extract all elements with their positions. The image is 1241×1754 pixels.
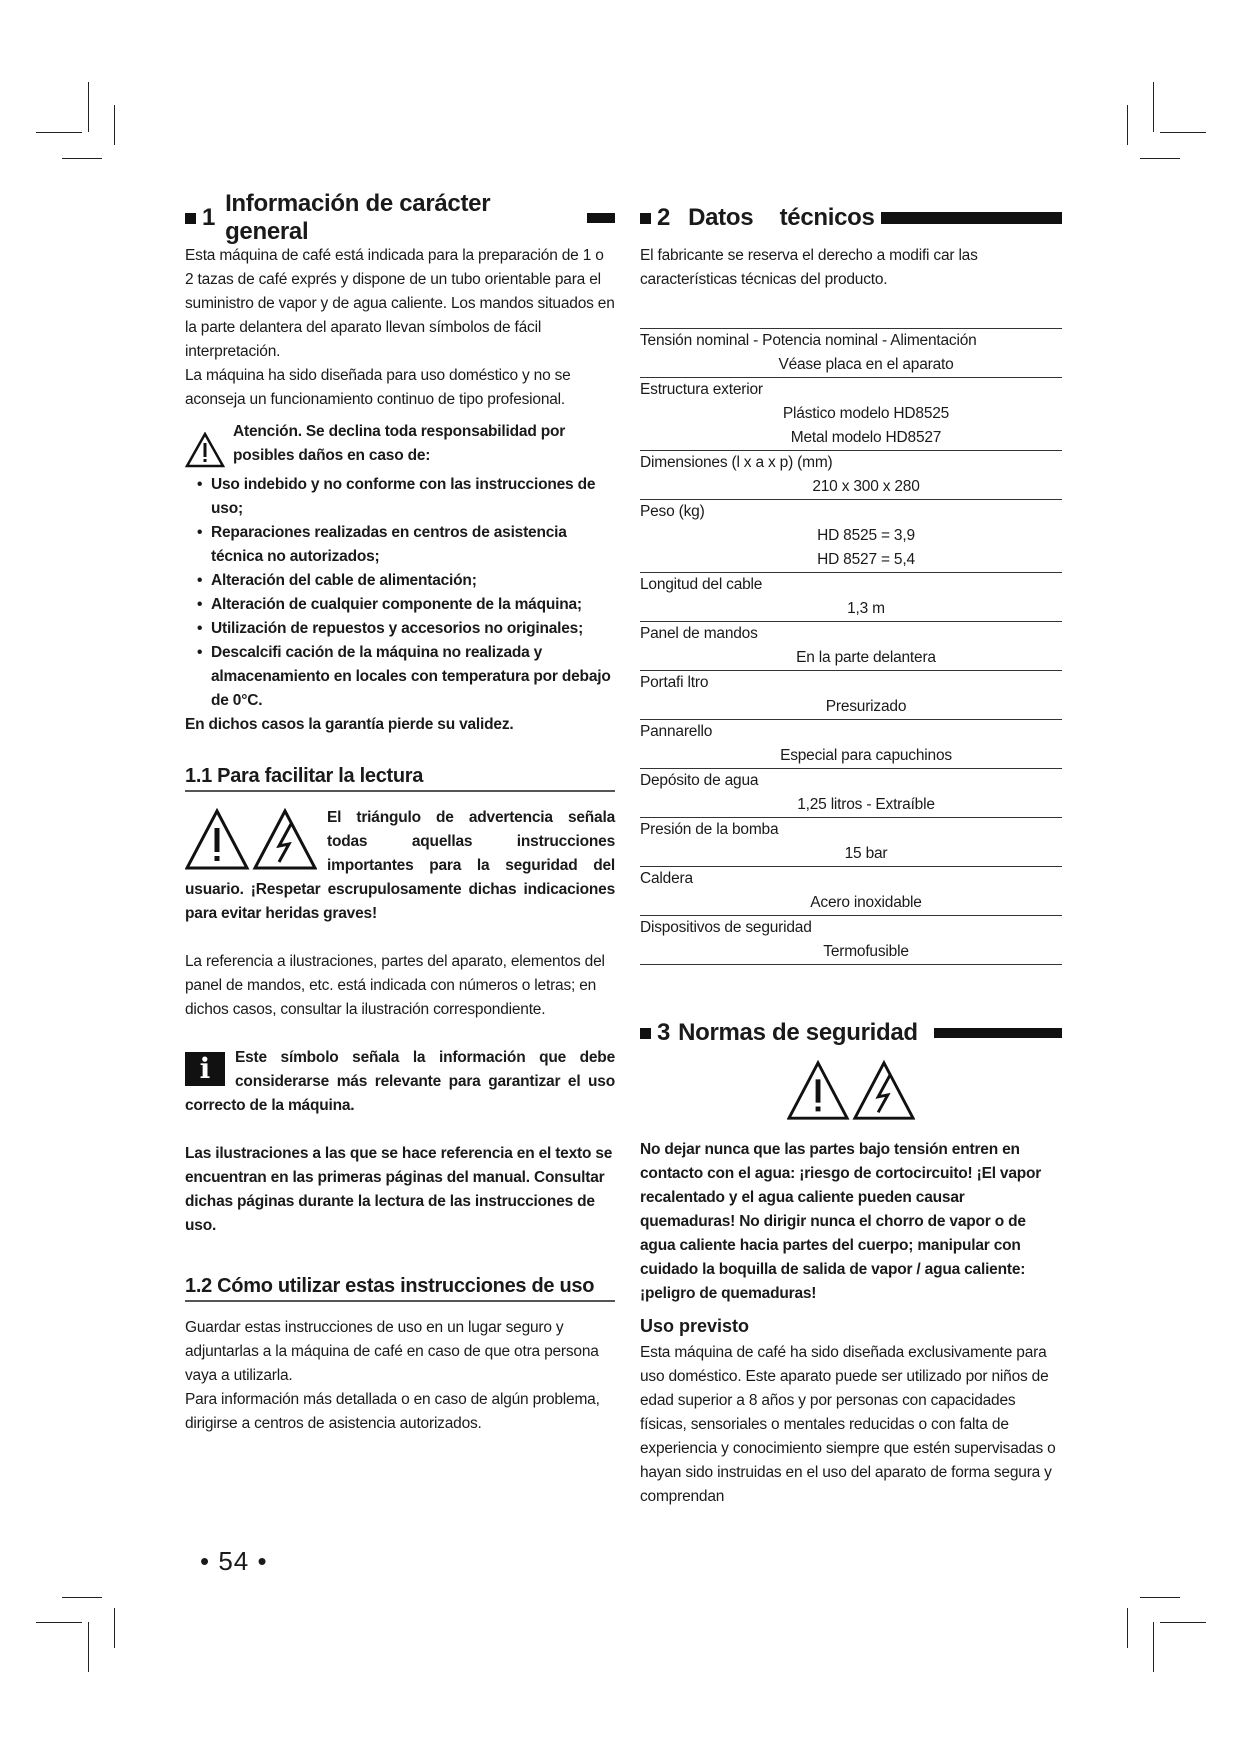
table-row-value: Metal modelo HD8527 [790, 429, 942, 446]
info-icon: i [185, 1052, 225, 1086]
heading-bar [934, 1028, 1062, 1038]
section-1-2-paragraph: Guardar estas instrucciones de uso en un lugar seguro y adjuntarlas a la máquina de café en caso de que otra persona vaya a utilizarla. [185, 1319, 599, 1384]
table-row-value: Plástico modelo HD8525 [782, 405, 950, 422]
crop-mark [62, 158, 102, 159]
warning-triangle-icon [185, 432, 225, 473]
crop-mark [1153, 1622, 1154, 1672]
section-number: 2 [657, 204, 671, 231]
section-number: 3 [657, 1019, 671, 1046]
info-notice [185, 1046, 615, 1118]
crop-mark [1160, 132, 1206, 133]
right-column [640, 200, 1062, 1509]
subsection-1-2-heading: 1.2 Cómo utilizar estas instrucciones de uso [185, 1274, 615, 1302]
heading-bar [587, 213, 615, 223]
square-bullet-icon [185, 213, 196, 224]
table-row [640, 915, 1062, 965]
list-item: • Alteración de cualquier componente de la máquina; [197, 596, 582, 613]
intended-use-paragraph: Esta máquina de café ha sido diseñada exclusivamente para uso doméstico. Este aparato puede ser utilizado por niños de edad superior a 8 años y por personas con capacidades físicas, sensoriales o mentales reducidas o con falta de experiencia y conocimiento siempre que estén supervisadas o hayan sido instruidas en el uso del aparato de forma segura y comprendan [640, 1344, 1056, 1505]
crop-mark [1127, 105, 1128, 145]
crop-mark [1140, 1597, 1180, 1598]
table-row-label: Pannarello [640, 723, 713, 740]
heading-bar [881, 212, 1062, 224]
crop-mark [114, 1608, 115, 1648]
illustrations-paragraph: Las ilustraciones a las que se hace referencia en el texto se encuentran en las primeras páginas del manual. Consultar dichas páginas durante la lectura de las instrucciones de uso. [185, 1145, 613, 1234]
safety-warning-text: No dejar nunca que las partes bajo tensión entren en contacto con el agua: ¡riesgo de cortocircuito! ¡El vapor recalentado y el agua caliente pueden causar quemaduras! No dirigir nunca el chorro de vapor o de agua caliente hacia partes del cuerpo; manipular con cuidado la boquilla de salida de vapor / agua caliente: ¡peligro de quemaduras! [640, 1141, 1042, 1302]
crop-mark [1127, 1608, 1128, 1648]
table-row [640, 377, 1062, 450]
table-row [640, 719, 1062, 768]
section-2-heading [640, 200, 1062, 236]
table-row [640, 328, 1062, 377]
section-title: Datos técnicos [688, 204, 875, 231]
table-row-label: Panel de mandos [640, 625, 758, 642]
crop-mark [1153, 82, 1154, 132]
section-number: 1 [202, 204, 216, 231]
table-row-value: Presurizado [825, 698, 907, 715]
section-1-2-paragraph: Para información más detallada o en caso de algún problema, dirigirse a centros de asistencia autorizados. [185, 1391, 600, 1432]
list-item: • Utilización de repuestos y accesorios no originales; [197, 620, 584, 637]
table-row-label: Caldera [640, 870, 693, 887]
table-row-label: Dispositivos de seguridad [640, 919, 812, 936]
crop-mark [1160, 1622, 1206, 1623]
table-row [640, 866, 1062, 915]
table-row [640, 768, 1062, 817]
crop-mark [114, 105, 115, 145]
table-row-value: 1,25 litros - Extraíble [797, 796, 935, 813]
table-row-label: Portafi ltro [640, 674, 709, 691]
table-row-value: En la parte delantera [796, 649, 936, 666]
warning-list [185, 473, 615, 713]
reference-paragraph: La referencia a ilustraciones, partes del aparato, elementos del panel de mandos, etc. está indicada con números o letras; en dichos casos, consultar la ilustración correspondiente. [185, 953, 605, 1018]
table-row-value: 15 bar [844, 845, 888, 862]
section-2-intro: El fabricante se reserva el derecho a modifi car las características técnicas del producto. [640, 247, 978, 288]
section-1-intro-paragraph: Esta máquina de café está indicada para la preparación de 1 o 2 tazas de café exprés y dispone de un tubo orientable para el suministro de vapor y de agua caliente. Los mandos situados en la parte delantera del aparato llevan símbolos de fácil interpretación. [185, 247, 615, 360]
table-row-label: Presión de la bomba [640, 821, 779, 838]
subsection-1-1-heading: 1.1 Para facilitar la lectura [185, 765, 615, 792]
list-item: • Reparaciones realizadas en centros de asistencia técnica no autorizados; [197, 524, 567, 565]
table-row-label: Depósito de agua [640, 772, 759, 789]
table-row [640, 572, 1062, 621]
page-number: • 54 • [200, 1546, 268, 1576]
crop-mark [88, 82, 89, 132]
section-title: Normas de seguridad [678, 1019, 918, 1046]
list-item: • Alteración del cable de alimentación; [197, 572, 477, 589]
triangle-notice-text: El triángulo de advertencia señala todas aquellas instrucciones importantes para la seguridad del usuario. ¡Respetar escrupulosamente dichas indicaciones para evitar heridas graves! [185, 809, 615, 922]
crop-mark [88, 1622, 89, 1672]
table-row [640, 817, 1062, 866]
square-bullet-icon [640, 1028, 651, 1039]
table-row-value: Termofusible [823, 943, 909, 960]
section-1-intro-paragraph: La máquina ha sido diseñada para uso doméstico y no se aconseja un funcionamiento continuo de tipo profesional. [185, 367, 571, 408]
info-notice-text: Este símbolo señala la información que debe considerarse más relevante para garantizar el uso correcto de la máquina. [185, 1049, 615, 1114]
warning-triangles-icon [787, 1059, 915, 1128]
warning-footer: En dichos casos la garantía pierde su validez. [185, 716, 514, 733]
crop-mark [62, 1597, 102, 1598]
table-row-value: Acero inoxidable [810, 894, 922, 911]
table-row-value: HD 8527 = 5,4 [817, 551, 915, 568]
table-row-label: Estructura exterior [640, 381, 763, 398]
warning-heading: Atención. Se declina toda responsabilidad por posibles daños en caso de: [233, 423, 566, 464]
left-column [185, 190, 615, 1436]
table-row-value: 210 x 300 x 280 [812, 478, 920, 495]
triangle-notice [185, 806, 615, 926]
intended-use-heading: Uso previsto [640, 1316, 750, 1336]
square-bullet-icon [640, 213, 651, 224]
table-row-label: Peso (kg) [640, 503, 705, 520]
table-row [640, 621, 1062, 670]
section-title: Información de carácter general [225, 190, 491, 245]
table-row-value: Véase placa en el aparato [778, 356, 954, 373]
table-row-label: Tensión nominal - Potencia nominal - Alimentación [640, 332, 977, 349]
technical-data-table [640, 328, 1062, 965]
warning-triangles-icon [185, 808, 317, 877]
table-row [640, 450, 1062, 499]
crop-mark [36, 132, 82, 133]
list-item: • Uso indebido y no conforme con las instrucciones de uso; [197, 476, 596, 517]
safety-warning-symbols [640, 1059, 1062, 1128]
crop-mark [1140, 158, 1180, 159]
table-row-value: 1,3 m [847, 600, 885, 617]
table-row-value: HD 8525 = 3,9 [817, 527, 915, 544]
table-row-label: Longitud del cable [640, 576, 763, 593]
table-row [640, 499, 1062, 572]
section-1-heading [185, 190, 615, 245]
table-row-label: Dimensiones (l x a x p) (mm) [640, 454, 833, 471]
table-row-value: Especial para capuchinos [780, 747, 952, 764]
list-item: • Descalcifi cación de la máquina no realizada y almacenamiento en locales con temperatura por debajo de 0°C. [197, 644, 611, 709]
section-3-heading [640, 1015, 1062, 1051]
warning-block [185, 420, 615, 473]
table-row [640, 670, 1062, 719]
crop-mark [36, 1622, 82, 1623]
